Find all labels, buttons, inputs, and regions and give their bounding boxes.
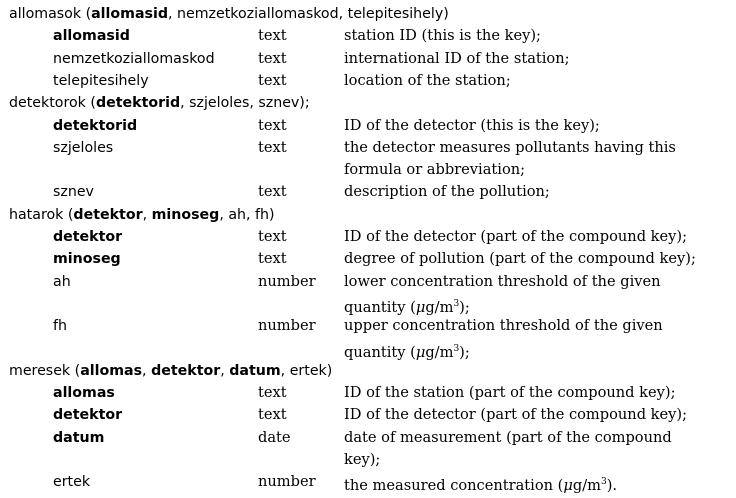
table-paren: ( [70, 362, 81, 379]
column-type: text [258, 138, 287, 156]
field-list: , [142, 362, 152, 379]
column-name: fh [53, 318, 67, 335]
table-paren: ( [81, 6, 92, 22]
column-type: number [258, 473, 316, 491]
column-description: ID of the detector (part of the compound key); [344, 406, 688, 424]
column-description: upper concentration threshold of the given [344, 317, 663, 335]
column-name: detektor [53, 407, 123, 424]
column-type: text [258, 49, 287, 67]
column-description: date of measurement (part of the compound [344, 428, 672, 446]
column-description: ID of the detector (this is the key); [344, 116, 600, 134]
column-name: szjeloles [53, 139, 114, 156]
field-list: , szjeloles, sznev); [180, 95, 310, 112]
column-type: text [258, 250, 287, 268]
table-header-detektorok [9, 92, 310, 114]
column-description: station ID (this is the key); [344, 27, 541, 45]
column-name: allomas [53, 385, 115, 402]
column-description: key); [344, 451, 381, 468]
column-name: datum [53, 429, 105, 446]
column-description: quantity $(\mu g/m^3)$; [344, 343, 470, 361]
column-description: lower concentration threshold of the given [344, 272, 661, 290]
key-field: allomasid [91, 6, 168, 22]
column-type: text [258, 384, 287, 402]
field-list: , ertek) [280, 362, 333, 379]
column-type: text [258, 183, 287, 201]
column-name: allomasid [53, 28, 130, 45]
column-description: quantity $(\mu g/m^3)$; [344, 298, 470, 316]
column-type: text [258, 71, 287, 89]
key-field: minoseg [151, 206, 220, 223]
key-field: detektor [73, 206, 143, 223]
column-type: number [258, 272, 316, 290]
key-field: detektorid [95, 95, 181, 112]
column-description: the detector measures pollutants having this [344, 138, 676, 156]
column-description: the measured concentration $(\mu g/m^3)$. [344, 477, 618, 495]
column-name: telepitesihely [53, 72, 149, 89]
table-name: hatarok [9, 206, 64, 223]
column-description: ID of the detector (part of the compound key); [344, 228, 688, 245]
column-name: ah [53, 273, 71, 290]
column-type: text [258, 406, 287, 424]
table-paren: ( [63, 206, 74, 223]
field-list: , [220, 362, 230, 379]
column-description: degree of pollution (part of the compound key); [344, 250, 696, 268]
column-description: description of the pollution; [344, 183, 550, 201]
field-list: , [142, 206, 152, 223]
table-header-allomasok [9, 3, 449, 25]
column-description: location of the station; [344, 71, 511, 89]
key-field: detektor [151, 362, 221, 379]
field-list: , ah, fh) [219, 206, 275, 223]
column-name: detektor [53, 229, 123, 245]
field-list: , nemzetkoziallomaskod, telepitesihely) [167, 6, 449, 22]
column-type: number [258, 317, 316, 335]
table-paren: ( [85, 95, 96, 112]
column-name: ertek [53, 474, 91, 491]
column-description: ID of the station (part of the compound key); [344, 384, 676, 402]
table-name: allomasok [9, 6, 82, 22]
column-type: text [258, 27, 287, 45]
column-description: formula or abbreviation; [344, 161, 526, 179]
key-field: allomas [80, 362, 143, 379]
column-name: sznev [53, 184, 94, 201]
key-field: datum [229, 362, 281, 379]
table-name: meresek [9, 362, 71, 379]
column-name: minoseg [53, 251, 121, 268]
table-header-meresek [9, 360, 332, 382]
table-name: detektorok [9, 95, 86, 112]
column-description: international ID of the station; [344, 49, 570, 67]
column-name: detektorid [53, 117, 138, 134]
column-name: nemzetkoziallomaskod [53, 50, 215, 67]
column-type: text [258, 228, 287, 245]
column-type: date [258, 428, 291, 446]
table-header-hatarok [9, 204, 275, 226]
column-type: text [258, 116, 287, 134]
